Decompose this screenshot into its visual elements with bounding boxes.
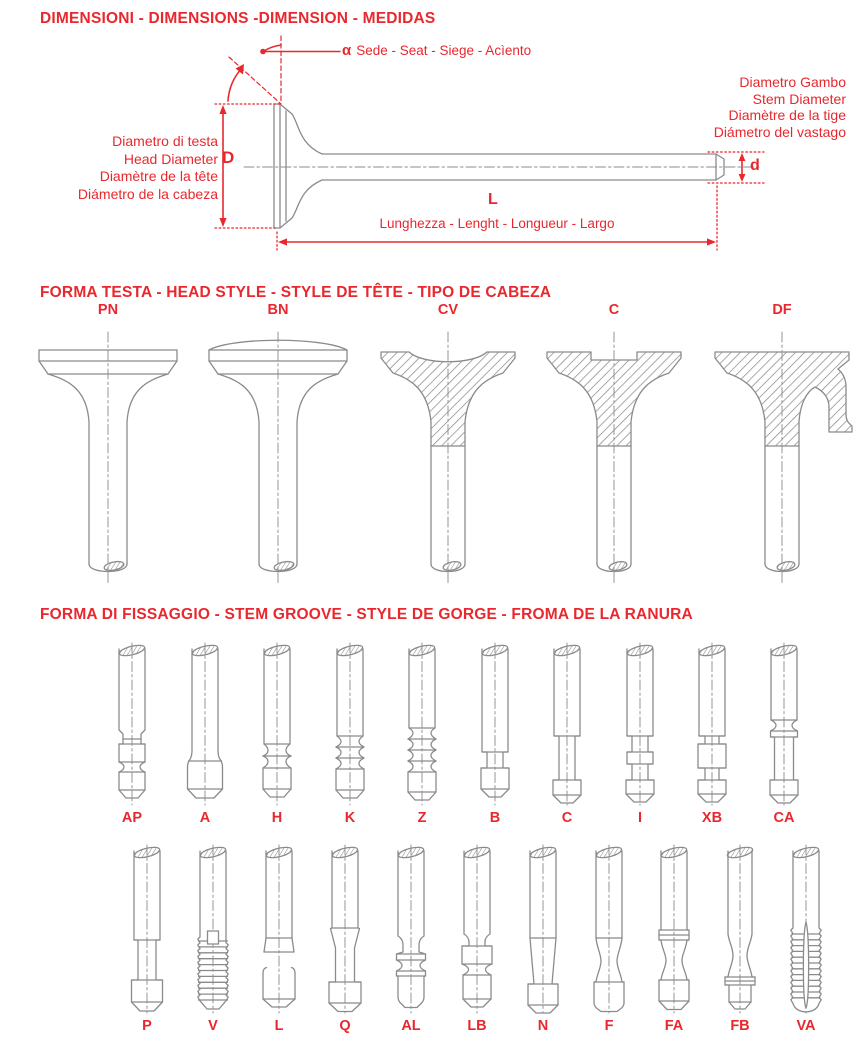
head-style-drawing-pn	[33, 330, 183, 588]
stem-groove-drawing-fb	[712, 842, 768, 1016]
head-style-drawing-c	[539, 330, 689, 588]
stem-groove-drawing-f	[581, 842, 637, 1016]
stem-groove-drawing-i	[612, 640, 668, 808]
stem-groove-code-h: H	[271, 810, 283, 826]
stem-groove-drawing-z	[394, 640, 450, 808]
head-style-code-df: DF	[772, 302, 792, 318]
stem-groove-code-k: K	[344, 810, 356, 826]
head-style-drawing-bn	[203, 330, 353, 588]
stem-groove-drawing-fa	[646, 842, 702, 1016]
stem-groove-code-l: L	[274, 1018, 284, 1034]
stem-groove-drawing-xb	[684, 640, 740, 808]
stem-groove-drawing-p	[119, 842, 175, 1016]
stem-groove-code-lb: LB	[467, 1018, 487, 1034]
stem-groove-code-n: N	[537, 1018, 549, 1034]
seat-angle-label: α Sede - Seat - Siege - Acìento	[342, 42, 532, 59]
head-style-code-cv: CV	[437, 302, 459, 318]
stem-groove-code-v: V	[208, 1018, 218, 1034]
stem-groove-drawing-va	[778, 842, 834, 1016]
stem-groove-drawing-a	[177, 640, 233, 808]
stem-groove-drawing-k	[322, 640, 378, 808]
stem-groove-drawing-al	[383, 842, 439, 1016]
stem-groove-title: FORMA DI FISSAGGIO - STEM GROOVE - STYLE DE GORGE - FROMA DE LA RANURA	[40, 606, 693, 623]
stem-groove-drawing-n	[515, 842, 571, 1016]
stem-groove-code-z: Z	[417, 810, 427, 826]
stem-groove-code-xb: XB	[701, 810, 723, 826]
stem-groove-drawing-lb	[449, 842, 505, 1016]
stem-groove-drawing-ca	[756, 640, 812, 808]
stem-groove-drawing-c	[539, 640, 595, 808]
stem-groove-code-c: C	[561, 810, 573, 826]
stem-groove-code-a: A	[199, 810, 211, 826]
stem-groove-drawing-b	[467, 640, 523, 808]
stem-groove-drawing-l	[251, 842, 307, 1016]
head-style-title: FORMA TESTA - HEAD STYLE - STYLE DE TÊTE - TIPO DE CABEZA	[40, 284, 552, 301]
stem-groove-code-ca: CA	[773, 810, 795, 826]
head-style-code-bn: BN	[267, 302, 289, 318]
stem-groove-drawing-ap	[104, 640, 160, 808]
stem-groove-code-ap: AP	[121, 810, 143, 826]
dimensions-title: DIMENSIONI - DIMENSIONS -DIMENSION - MEDIDAS	[40, 10, 436, 27]
stem-groove-drawing-q	[317, 842, 373, 1016]
head-style-drawing-df	[707, 330, 857, 588]
stem-groove-code-fa: FA	[664, 1018, 684, 1034]
length-symbol: L	[488, 191, 498, 208]
head-style-drawing-cv	[373, 330, 523, 588]
stem-groove-code-fb: FB	[730, 1018, 750, 1034]
head-style-code-pn: PN	[97, 302, 119, 318]
stem-diameter-symbol: d	[750, 157, 760, 174]
stem-groove-drawing-v	[185, 842, 241, 1016]
head-style-code-c: C	[608, 302, 620, 318]
stem-groove-code-p: P	[142, 1018, 152, 1034]
stem-groove-code-va: VA	[796, 1018, 816, 1034]
stem-groove-drawing-h	[249, 640, 305, 808]
stem-groove-code-f: F	[604, 1018, 614, 1034]
head-diameter-symbol: D	[222, 148, 235, 167]
stem-groove-code-b: B	[489, 810, 501, 826]
stem-groove-code-al: AL	[401, 1018, 421, 1034]
alpha-symbol: α	[342, 42, 352, 59]
stem-groove-code-q: Q	[339, 1018, 351, 1034]
length-label: Lunghezza - Lenght - Longueur - Largo	[379, 216, 615, 231]
stem-diameter-labels: Diametro Gambo Stem Diameter Diamètre de la tige Diámetro del vastago	[713, 74, 846, 140]
stem-groove-code-i: I	[637, 810, 643, 826]
head-diameter-labels: Diametro di testa Head Diameter Diamètre de la tête Diámetro de la cabeza	[77, 133, 218, 202]
